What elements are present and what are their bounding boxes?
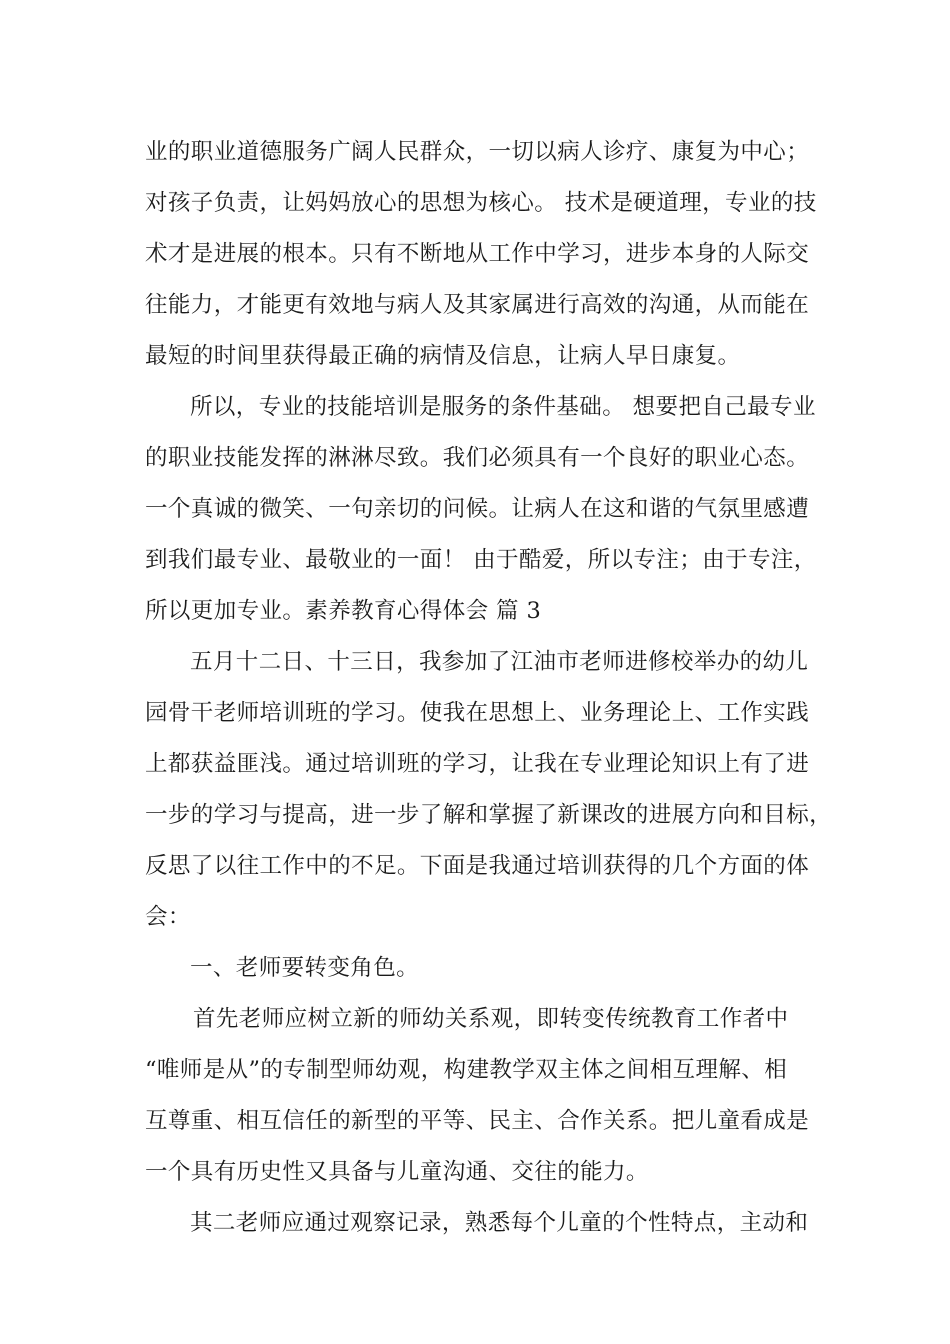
text-line-9: 到我们最专业、最敬业的一面！ 由于酷爱，所以专注；由于专注， — [145, 547, 817, 573]
text-line-14: 一步的学习与提高，进一步了解和掌握了新课改的进展方向和目标， — [145, 802, 833, 828]
text-line-4: 往能力，才能更有效地与病人及其家属进行高效的沟通，从而能在 — [145, 292, 810, 318]
text-line-1: 业的职业道德服务广阔人民群众，一切以病人诊疗、康复为中心； — [145, 139, 810, 165]
text-line-7: 的职业技能发挥的淋淋尽致。我们必须具有一个良好的职业心态。 — [145, 445, 810, 471]
text-line-6: 所以，专业的技能培训是服务的条件基础。 想要把自己最专业 — [190, 394, 816, 420]
text-line-17: 一、老师要转变角色。 — [190, 955, 420, 981]
text-line-15: 反思了以往工作中的不足。下面是我通过培训获得的几个方面的体 — [145, 853, 810, 879]
text-line-10: 所以更加专业。素养教育心得体会 篇 3 — [145, 598, 542, 624]
text-line-12: 园骨干老师培训班的学习。使我在思想上、业务理论上、工作实践 — [145, 700, 810, 726]
text-line-21: 一个具有历史性又具备与儿童沟通、交往的能力。 — [145, 1159, 649, 1185]
text-line-20: 互尊重、相互信任的新型的平等、民主、合作关系。把儿童看成是 — [145, 1108, 810, 1134]
text-line-8: 一个真诚的微笑、一句亲切的问候。让病人在这和谐的气氛里感遭 — [145, 496, 810, 522]
text-line-5: 最短的时间里获得最正确的病情及信息，让病人早日康复。 — [145, 343, 741, 369]
text-line-18: 首先老师应树立新的师幼关系观，即转变传统教育工作者中 — [193, 1006, 789, 1032]
text-line-16: 会： — [145, 904, 191, 930]
text-line-2: 对孩子负责，让妈妈放心的思想为核心。 技术是硬道理，专业的技 — [145, 190, 817, 216]
text-line-19: “唯师是从”的专制型师幼观，构建教学双主体之间相互理解、相 — [145, 1057, 788, 1083]
text-line-13: 上都获益匪浅。通过培训班的学习，让我在专业理论知识上有了进 — [145, 751, 810, 777]
text-line-22: 其二老师应通过观察记录，熟悉每个儿童的个性特点，主动和 — [190, 1210, 809, 1236]
text-line-11: 五月十二日、十三日，我参加了江油市老师进修校举办的幼儿 — [190, 649, 809, 675]
text-line-3: 术才是进展的根本。只有不断地从工作中学习，进步本身的人际交 — [145, 241, 810, 267]
